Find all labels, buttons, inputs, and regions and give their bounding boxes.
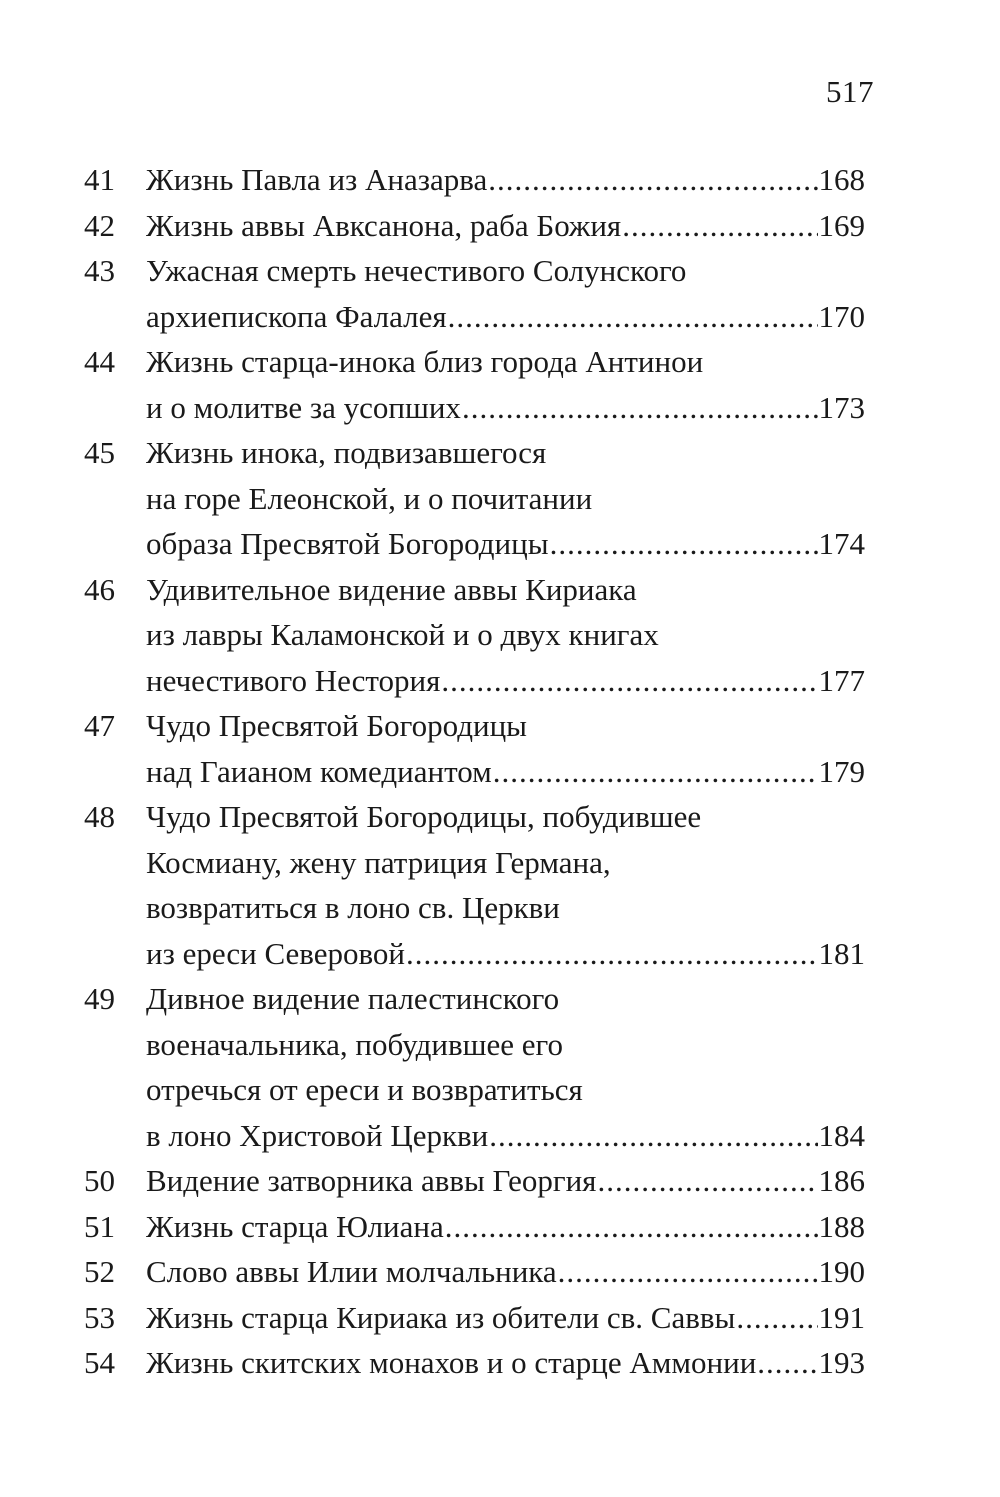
dot-leader: [448, 294, 818, 340]
dot-leader: [462, 385, 818, 431]
entry-title-text: из лавры Каламонской и о двух книгах: [146, 617, 659, 652]
toc-entry: [84, 1249, 865, 1295]
entry-page-number: 169: [818, 207, 865, 243]
entry-title: [146, 1249, 865, 1295]
entry-title: [146, 1158, 865, 1204]
entry-number: 41: [84, 162, 115, 197]
entry-title-line: [146, 885, 865, 931]
entry-title-line: [146, 1022, 865, 1068]
dot-leader: [445, 1204, 818, 1250]
entry-title-line: [146, 385, 865, 431]
toc-entry: [84, 203, 865, 249]
entry-title-line: [146, 840, 865, 886]
entry-number: 45: [84, 435, 115, 470]
dot-leader: [558, 1249, 818, 1295]
toc-entry: [84, 1340, 865, 1386]
entry-title-line: [146, 612, 865, 658]
toc-entry: [84, 1295, 865, 1341]
dot-leader: [622, 203, 817, 249]
toc-entry: [84, 794, 865, 976]
dot-leader: [406, 931, 817, 977]
entry-title: [146, 430, 865, 567]
entry-title: [146, 567, 865, 704]
entry-title-text: Видение затворника аввы Георгия: [146, 1163, 597, 1198]
entry-number: 52: [84, 1254, 115, 1289]
toc-entry: [84, 1204, 865, 1250]
entry-title-line: [146, 339, 865, 385]
entry-title-text: Слово аввы Илии молчальника: [146, 1254, 557, 1289]
entry-title-line: [146, 1113, 865, 1159]
entry-title-text: Чудо Пресвятой Богородицы, побудившее: [146, 799, 702, 834]
dot-leader: [597, 1158, 817, 1204]
entry-title: [146, 1340, 865, 1386]
dot-leader: [736, 1295, 817, 1341]
entry-title-line: [146, 203, 865, 249]
entry-title-line: [146, 1295, 865, 1341]
entry-title: [146, 1204, 865, 1250]
dot-leader: [488, 157, 817, 203]
entry-title-text: Удивительное видение аввы Кириака: [146, 571, 637, 607]
entry-title: [146, 703, 865, 794]
entry-title-line: [146, 157, 865, 203]
entry-title-line: [146, 430, 865, 476]
toc-entry: [84, 248, 865, 339]
entry-title-text: Жизнь скитских монахов и о старце Аммонии: [146, 1345, 757, 1380]
entry-page-number: 193: [818, 1345, 865, 1380]
entry-title-line: [146, 658, 865, 704]
entry-number: 51: [84, 1208, 115, 1244]
dot-leader: [550, 521, 818, 567]
entry-title-text: Ужасная смерть нечестивого Солунского: [146, 253, 687, 288]
entry-page-number: 188: [818, 1208, 865, 1244]
entry-title-line: [146, 294, 865, 340]
entry-page-number: 184: [818, 1117, 865, 1153]
entry-page-number: 174: [818, 526, 865, 561]
dot-leader: [441, 658, 817, 704]
entry-title: [146, 248, 865, 339]
entry-title: [146, 339, 865, 430]
entry-title-line: [146, 1158, 865, 1204]
entry-title-line: [146, 976, 865, 1022]
toc-entry: [84, 1158, 865, 1204]
dot-leader: [493, 749, 818, 795]
entry-title-line: [146, 1340, 865, 1386]
entry-number: 54: [84, 1345, 115, 1380]
entry-title-line: [146, 476, 865, 522]
entry-number: 53: [84, 1299, 115, 1335]
entry-page-number: 168: [818, 162, 865, 197]
entry-title-text: образа Пресвятой Богородицы: [146, 526, 549, 561]
entry-number: 49: [84, 981, 115, 1016]
entry-page-number: 179: [818, 753, 865, 789]
toc-entry: [84, 567, 865, 704]
entry-title-text: в лоно Христовой Церкви: [146, 1117, 489, 1153]
entry-title-text: Дивное видение палестинского: [146, 981, 560, 1016]
entry-title-text: из ереси Северовой: [146, 935, 406, 971]
entry-number: 42: [84, 207, 115, 243]
entry-title-line: [146, 1067, 865, 1113]
dot-leader: [489, 1113, 817, 1159]
entry-title-line: [146, 1204, 865, 1250]
entry-number: 44: [84, 344, 115, 379]
entry-number: 43: [84, 253, 115, 288]
entry-title-text: Чудо Пресвятой Богородицы: [146, 708, 527, 743]
entry-page-number: 170: [818, 298, 865, 334]
entry-title-line: [146, 1249, 865, 1295]
entry-page-number: 181: [818, 935, 865, 971]
entry-title-text: Жизнь старца Кириака из обители св. Саввы: [146, 1299, 736, 1335]
entry-title: [146, 1295, 865, 1341]
entry-title-line: [146, 703, 865, 749]
table-of-contents: [84, 157, 865, 1386]
entry-title-text: и о молитве за усопших: [146, 389, 461, 425]
entry-title-text: Космиану, жену патриция Германа,: [146, 844, 611, 880]
entry-title-text: Жизнь аввы Авксанона, раба Божия: [146, 207, 622, 243]
entry-title-text: отречься от ереси и возвратиться: [146, 1072, 583, 1107]
entry-title-text: Жизнь старца-инока близ города Антинои: [146, 344, 704, 379]
entry-title-line: [146, 248, 865, 294]
toc-entry: [84, 430, 865, 567]
entry-title-line: [146, 794, 865, 840]
page-number: 517: [826, 74, 874, 109]
entry-title-text: нечестивого Нестория: [146, 662, 441, 698]
entry-page-number: 186: [818, 1163, 865, 1198]
entry-title: [146, 794, 865, 976]
entry-title-line: [146, 749, 865, 795]
entry-title-text: над Гаианом комедиантом: [146, 753, 492, 789]
entry-number: 50: [84, 1163, 115, 1198]
entry-title-text: Жизнь старца Юлиана: [146, 1208, 444, 1244]
entry-title-text: возвратиться в лоно св. Церкви: [146, 890, 560, 925]
entry-page-number: 190: [818, 1254, 865, 1289]
toc-entry: [84, 703, 865, 794]
dot-leader: [757, 1340, 817, 1386]
toc-entry: [84, 339, 865, 430]
entry-title-text: Жизнь инока, подвизавшегося: [146, 435, 547, 470]
entry-title-line: [146, 931, 865, 977]
entry-number: 48: [84, 799, 115, 834]
entry-title-line: [146, 521, 865, 567]
entry-title-text: военачальника, побудившее его: [146, 1026, 564, 1062]
entry-title: [146, 157, 865, 203]
toc-entry: [84, 157, 865, 203]
entry-page-number: 177: [818, 662, 865, 698]
entry-number: 46: [84, 571, 115, 607]
entry-title-line: [146, 567, 865, 613]
entry-title: [146, 203, 865, 249]
entry-title: [146, 976, 865, 1158]
entry-title-text: Жизнь Павла из Аназарва: [146, 162, 488, 197]
toc-entry: [84, 976, 865, 1158]
entry-number: 47: [84, 708, 115, 743]
entry-page-number: 173: [818, 389, 865, 425]
entry-title-text: на горе Елеонской, и о почитании: [146, 480, 593, 516]
entry-title-text: архиепископа Фалалея: [146, 298, 447, 334]
entry-page-number: 191: [818, 1299, 865, 1335]
